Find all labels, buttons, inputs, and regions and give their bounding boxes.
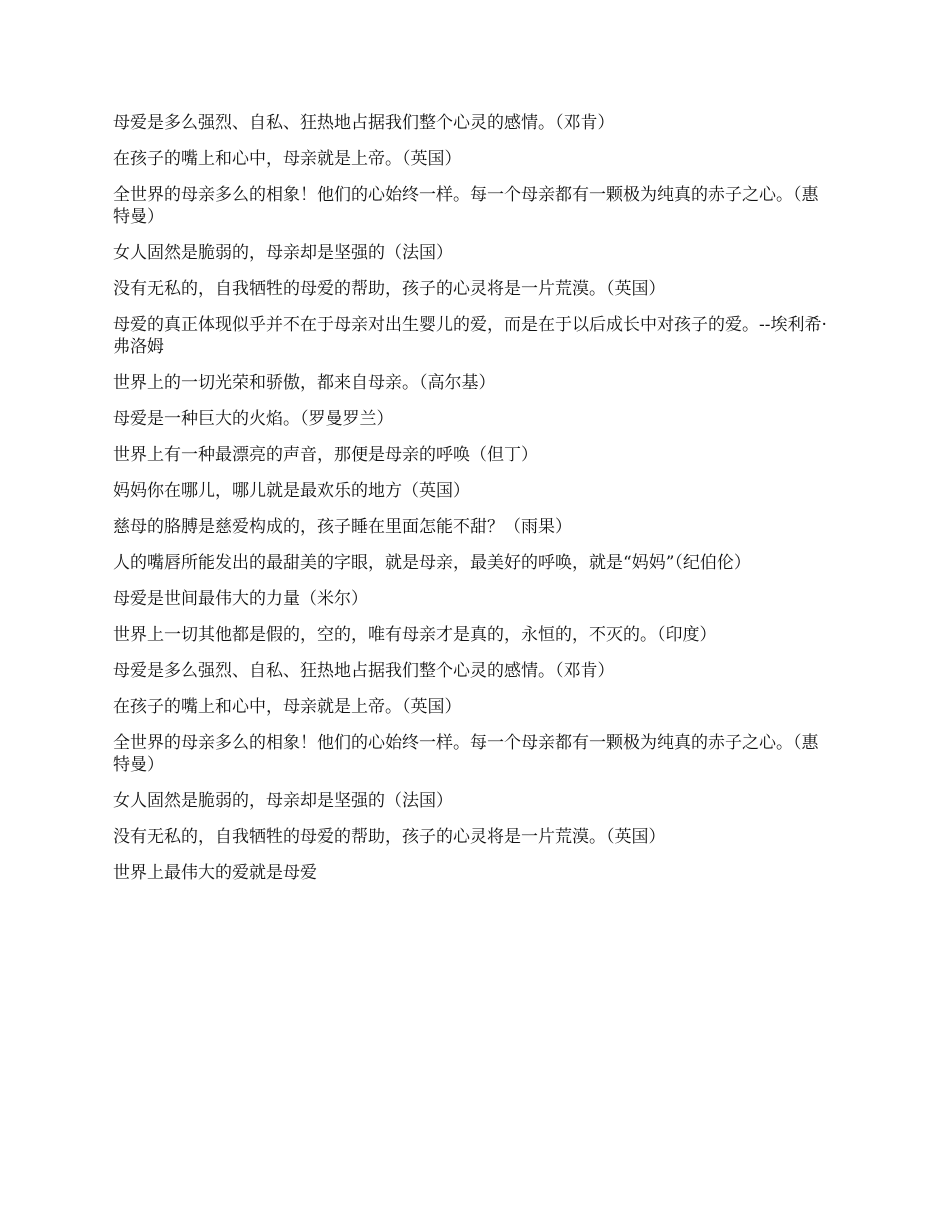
quote-paragraph: 没有无私的，自我牺牲的母爱的帮助，孩子的心灵将是一片荒漠。（英国） — [113, 279, 666, 299]
quote-paragraph: 世界上有一种最漂亮的声音，那便是母亲的呼唤（但丁） — [113, 445, 538, 465]
quote-paragraph: 母爱是世间最伟大的力量（米尔） — [113, 589, 368, 609]
quote-paragraph: 慈母的胳膊是慈爱构成的，孩子睡在里面怎能不甜？（雨果） — [113, 517, 572, 537]
quote-paragraph: 母爱的真正体现似乎并不在于母亲对出生婴儿的爱，而是在于以后成长中对孩子的爱。--埃利希·弗洛姆 — [113, 315, 827, 357]
quote-paragraph: 世界上一切其他都是假的，空的，唯有母亲才是真的，永恒的，不灭的。（印度） — [113, 625, 717, 645]
quote-paragraph: 母爱是多么强烈、自私、狂热地占据我们整个心灵的感情。（邓肯） — [113, 113, 615, 133]
quote-paragraph: 妈妈你在哪儿，哪儿就是最欢乐的地方（英国） — [113, 481, 470, 501]
quote-paragraph: 在孩子的嘴上和心中，母亲就是上帝。（英国） — [113, 697, 462, 717]
quote-paragraph: 全世界的母亲多么的相象！他们的心始终一样。每一个母亲都有一颗极为纯真的赤子之心。（惠特曼） — [113, 185, 819, 227]
quote-paragraph: 全世界的母亲多么的相象！他们的心始终一样。每一个母亲都有一颗极为纯真的赤子之心。（惠特曼） — [113, 733, 819, 775]
quote-paragraph: 人的嘴唇所能发出的最甜美的字眼，就是母亲，最美好的呼唤，就是“妈妈”（纪伯伦） — [113, 553, 751, 573]
quote-paragraph: 没有无私的，自我牺牲的母爱的帮助，孩子的心灵将是一片荒漠。（英国） — [113, 827, 666, 847]
quote-paragraph: 在孩子的嘴上和心中，母亲就是上帝。（英国） — [113, 149, 462, 169]
quote-list — [113, 112, 827, 898]
quote-paragraph: 世界上的一切光荣和骄傲，都来自母亲。（高尔基） — [113, 373, 496, 393]
quote-paragraph: 女人固然是脆弱的，母亲却是坚强的（法国） — [113, 243, 453, 263]
quote-paragraph: 世界上最伟大的爱就是母爱 — [113, 863, 317, 883]
quote-paragraph: 母爱是多么强烈、自私、狂热地占据我们整个心灵的感情。（邓肯） — [113, 661, 615, 681]
quote-paragraph: 女人固然是脆弱的，母亲却是坚强的（法国） — [113, 791, 453, 811]
quote-paragraph: 母爱是一种巨大的火焰。（罗曼罗兰） — [113, 409, 394, 429]
